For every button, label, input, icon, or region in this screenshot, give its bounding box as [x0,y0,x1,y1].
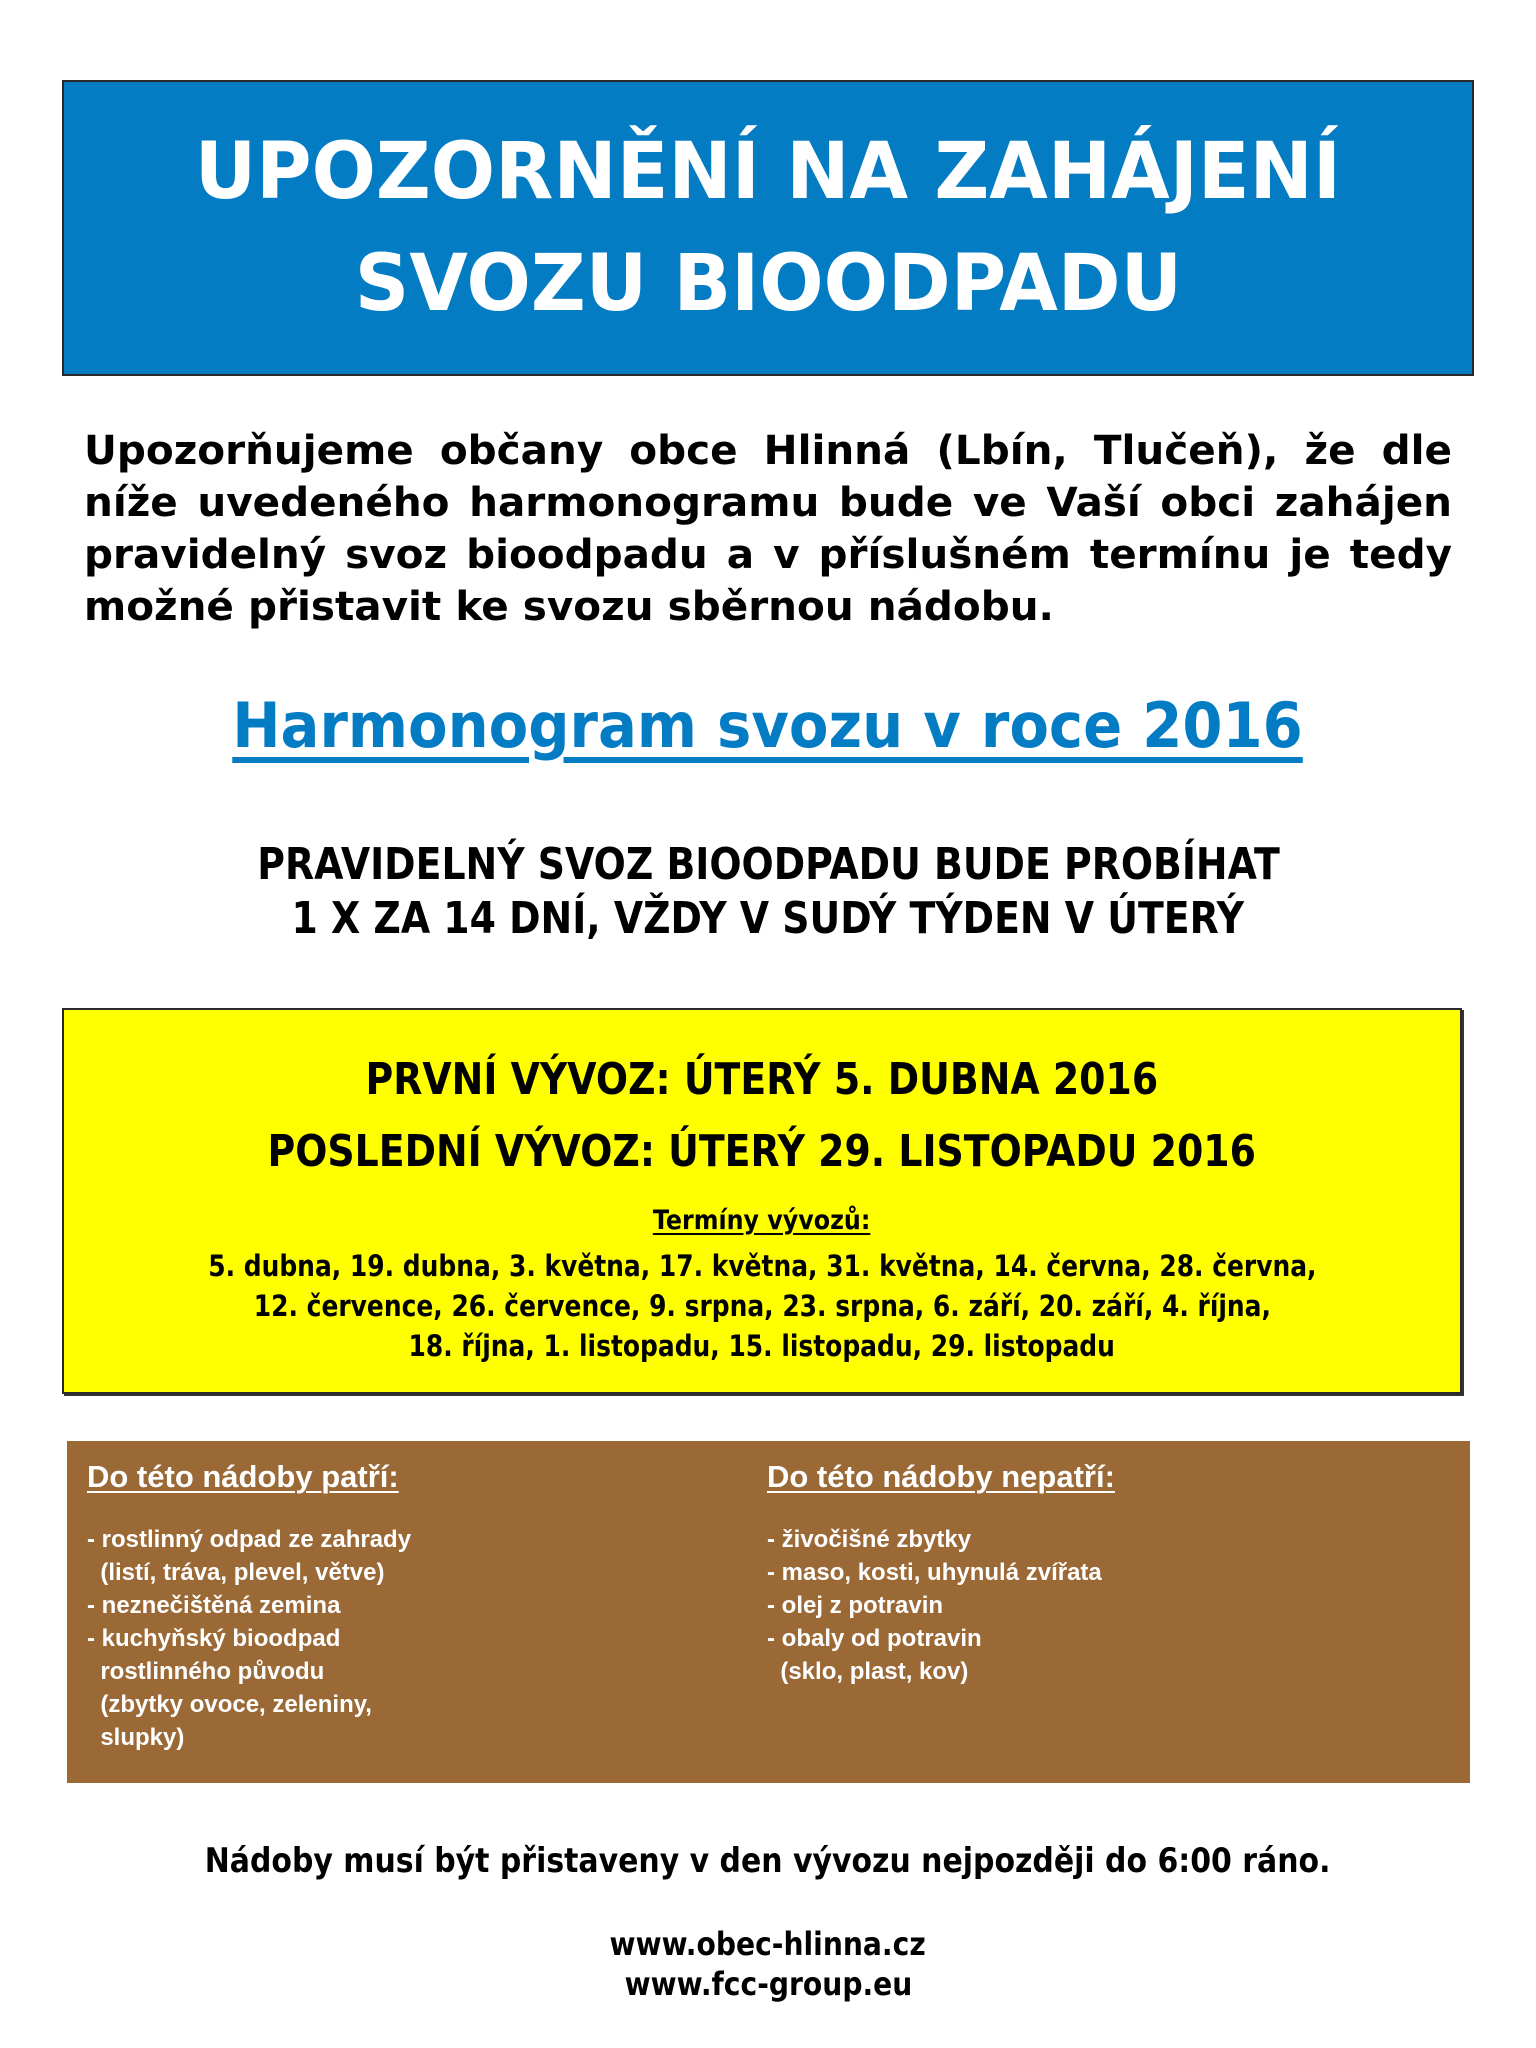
allowed-item: - neznečištěná zemina [87,1592,341,1619]
last-collection [64,1124,1460,1180]
not-allowed-heading: Do této nádoby nepatří: [767,1459,1115,1494]
terms-line: 18. října, 1. listopadu, 15. listopadu, 29. listopadu [408,1329,1116,1363]
title-line-1: UPOZORNĚNÍ NA ZAHÁJENÍ [194,127,1342,217]
allowed-column [87,1457,411,1754]
allowed-item: (zbytky ovoce, zeleniny, [87,1691,372,1718]
not-allowed-item: - olej z potravin [767,1592,944,1619]
allowed-item: slupky) [87,1724,185,1751]
placement-notice [0,1839,1536,1883]
schedule-box [62,1008,1462,1394]
allowed-item: - rostlinný odpad ze zahrady [87,1526,412,1553]
schedule-subtitle [0,686,1536,766]
statement-line-2: 1 X ZA 14 DNÍ, VŽDY V SUDÝ TÝDEN V ÚTERÝ [291,893,1245,944]
terms-line: 5. dubna, 19. dubna, 3. května, 17. května, 31. května, 14. června, 28. června, [207,1249,1317,1283]
not-allowed-column [767,1457,1115,1688]
waste-info-box [67,1441,1470,1783]
not-allowed-item: - živočišné zbytky [767,1526,972,1553]
link-obec-hlinna[interactable]: www.obec-hlinna.cz [609,1925,927,1963]
website-links [0,1924,1536,2004]
schedule-subtitle-text: Harmonogram svozu v roce 2016 [232,689,1304,762]
not-allowed-item: (sklo, plast, kov) [767,1658,969,1685]
not-allowed-item: - obaly od potravin [767,1625,982,1652]
statement-line-1: PRAVIDELNÝ SVOZ BIOODPADU BUDE PROBÍHAT [256,839,1280,890]
allowed-heading: Do této nádoby patří: [87,1459,399,1494]
allowed-item: rostlinného původu [87,1658,325,1685]
terms-heading [64,1204,1460,1238]
title-line-2: SVOZU BIOODPADU [354,239,1182,329]
first-collection-text: PRVNÍ VÝVOZ: ÚTERÝ 5. DUBNA 2016 [365,1054,1159,1105]
last-collection-text: POSLEDNÍ VÝVOZ: ÚTERÝ 29. LISTOPADU 2016 [267,1126,1257,1177]
terms-line: 12. července, 26. července, 9. srpna, 23. srpna, 6. září, 20. září, 4. října, [253,1289,1271,1323]
title-banner [62,80,1474,376]
terms-list [64,1246,1460,1366]
allowed-item: (listí, tráva, plevel, větve) [87,1559,385,1586]
terms-heading-text: Termíny vývozů: [653,1205,871,1236]
placement-notice-text: Nádoby musí být přistaveny v den vývozu nejpozději do 6:00 ráno. [205,1841,1331,1881]
not-allowed-item: - maso, kosti, uhynulá zvířata [767,1559,1102,1586]
intro-paragraph: Upozorňujeme občany obce Hlinná (Lbín, Tlučeň), že dle níže uvedeného harmonogramu bude ve Vaší obci zahájen pravidelný svoz bioodpadu a v příslušném termínu je tedy možné přistavit ke svozu sběrnou nádobu. [84,426,1452,630]
allowed-item: - kuchyňský bioodpad [87,1625,341,1652]
collection-frequency-statement [0,838,1536,946]
link-fcc-group[interactable]: www.fcc-group.eu [624,1965,912,2003]
first-collection [64,1052,1460,1108]
